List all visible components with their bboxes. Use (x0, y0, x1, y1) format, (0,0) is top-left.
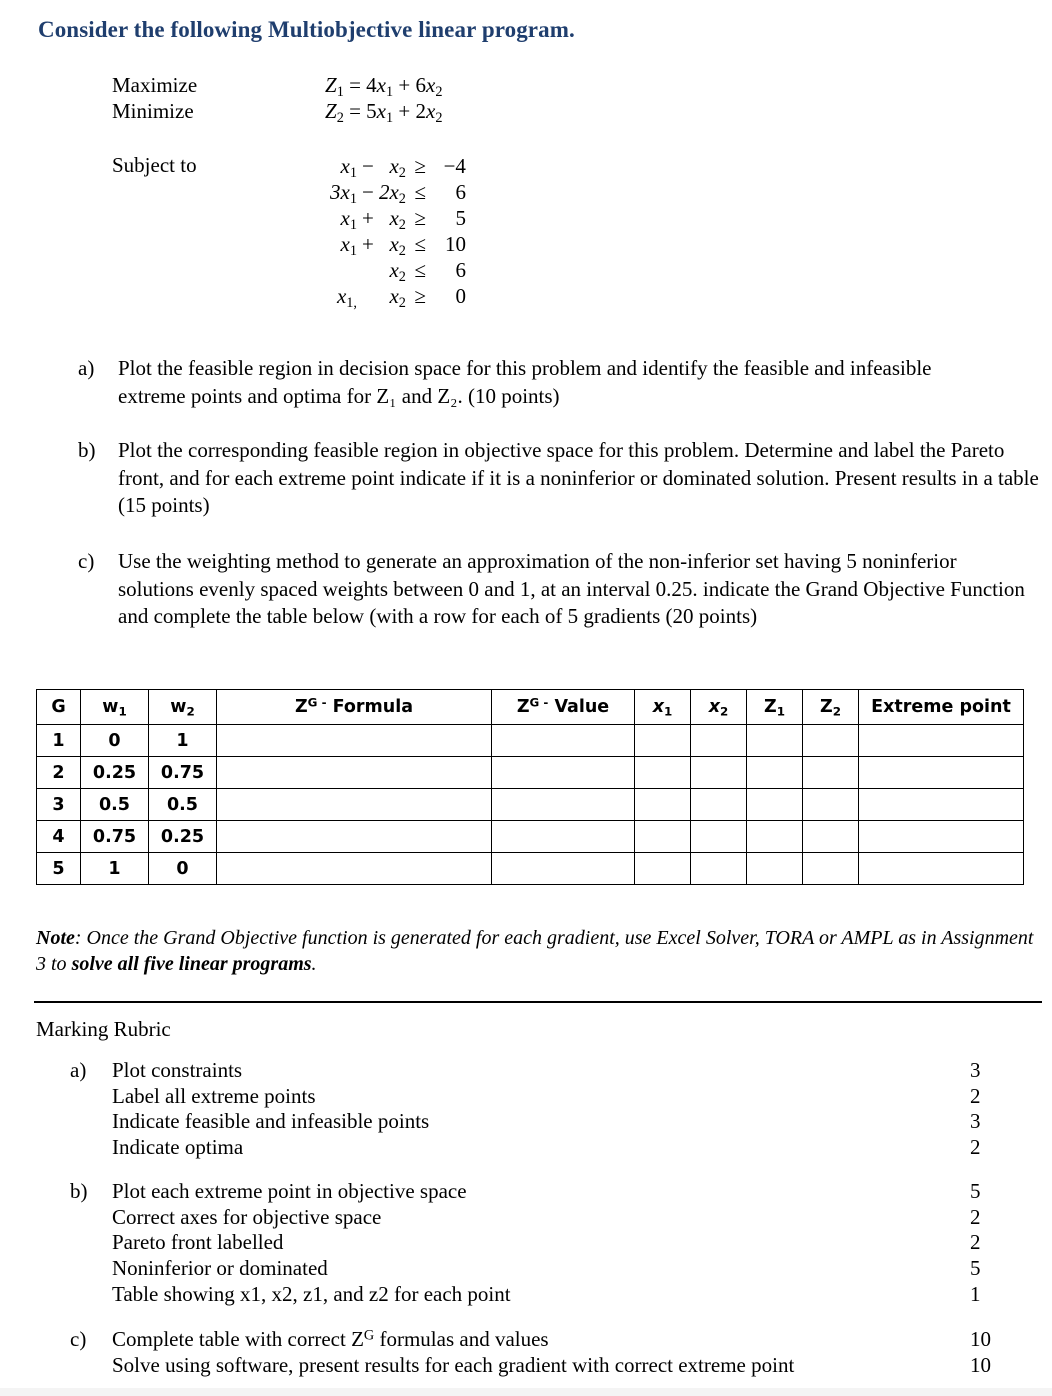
rubric-row (70, 1256, 1030, 1282)
cell-z2[interactable] (803, 821, 859, 853)
constraint-row: $x_1$ − $x_2$ ≥ −4 (340, 154, 466, 181)
rubric-row (70, 1230, 1030, 1256)
rubric-row (70, 1179, 1030, 1205)
col-header-zg-formula: $Z^{G -}$ Formula (217, 690, 492, 725)
note-lead: Note (36, 927, 75, 949)
page-bottom-edge (0, 1388, 1052, 1396)
rubric-row (70, 1084, 1030, 1110)
cell-zg-formula[interactable] (217, 757, 492, 789)
col-header-z2: $Z_2$ (803, 690, 859, 725)
cell-x2[interactable] (691, 789, 747, 821)
col-header-w1: $w_1$ (81, 690, 149, 725)
cell-w2: 0 (149, 853, 217, 885)
cell-extreme-point[interactable] (859, 789, 1024, 821)
note-body: : Once the Grand Objective function is generated for each gradient, use Excel Solver, TORA or AMPL as in Assignment 3 to (36, 927, 1034, 975)
subject-to-label: Subject to (112, 153, 197, 177)
cell-zg-formula[interactable] (217, 725, 492, 757)
cell-x1[interactable] (635, 821, 691, 853)
question-marker-c: c) (78, 549, 95, 573)
col-header-x1: $x_1$ (635, 690, 691, 725)
col-header-x2: $x_2$ (691, 690, 747, 725)
table-header-row (37, 690, 1024, 725)
rubric-label: Plot each extreme point in objective space (112, 1179, 467, 1203)
section-divider (34, 1001, 1042, 1003)
cell-x2[interactable] (691, 757, 747, 789)
rubric-group-a (70, 1058, 1030, 1161)
col-header-w2: $w_2$ (149, 690, 217, 725)
rubric-score: 5 (970, 1179, 981, 1203)
col-header-g: G (37, 690, 81, 725)
page-title: Consider the following Multiobjective linear program. (38, 17, 575, 42)
rubric-row (70, 1135, 1030, 1161)
rubric-label: Plot constraints (112, 1058, 243, 1082)
cell-zg-value[interactable] (492, 821, 635, 853)
constraints-block (330, 153, 466, 309)
cell-zg-value[interactable] (492, 725, 635, 757)
rubric-row (70, 1109, 1030, 1135)
gradient-table (36, 689, 1024, 885)
cell-x1[interactable] (635, 789, 691, 821)
col-header-z1: $Z_1$ (747, 690, 803, 725)
rubric-label: Indicate feasible and infeasible points (112, 1109, 430, 1134)
rubric-score: 5 (970, 1256, 981, 1281)
cell-extreme-point[interactable] (859, 853, 1024, 885)
rubric-label: Indicate optima (112, 1135, 244, 1160)
rubric-marker-c: c) (70, 1327, 87, 1351)
rubric-label: Complete table with correct $Z^G$ formulas and values (112, 1327, 549, 1351)
cell-w1: 0 (81, 725, 149, 757)
rubric-row (70, 1058, 1030, 1084)
rubric-marker-a: a) (70, 1058, 87, 1082)
col-header-zg-value: $Z^{G -}$ Value (492, 690, 635, 725)
objective-direction-minimize: Minimize (112, 99, 194, 123)
cell-z2[interactable] (803, 757, 859, 789)
cell-z1[interactable] (747, 789, 803, 821)
cell-x1[interactable] (635, 725, 691, 757)
question-text-c: Use the weighting method to generate an approximation of the non-inferior set having 5 noninferior solutions evenly spaced weights between 0 and 1, at an interval 0.25. indicate the Grand Objective Function and complete the table below (with a row for each of 5 gradients (20 points) (118, 549, 1025, 628)
question-item-b (78, 437, 1043, 520)
cell-w2: 0.25 (149, 821, 217, 853)
cell-w1: 0.25 (81, 757, 149, 789)
table-row (37, 789, 1024, 821)
cell-w2: 0.75 (149, 757, 217, 789)
cell-zg-formula[interactable] (217, 853, 492, 885)
cell-g: 4 (37, 821, 81, 853)
cell-z2[interactable] (803, 725, 859, 757)
rubric-score: 10 (970, 1327, 991, 1351)
rubric-label: Noninferior or dominated (112, 1256, 328, 1281)
cell-x2[interactable] (691, 821, 747, 853)
table-row (37, 725, 1024, 757)
cell-z1[interactable] (747, 853, 803, 885)
rubric-score: 3 (970, 1109, 981, 1134)
rubric-row (70, 1205, 1030, 1231)
table-row (37, 821, 1024, 853)
cell-zg-value[interactable] (492, 757, 635, 789)
cell-zg-value[interactable] (492, 789, 635, 821)
rubric-group-c (70, 1327, 1030, 1378)
cell-z1[interactable] (747, 821, 803, 853)
cell-x1[interactable] (635, 757, 691, 789)
cell-g: 2 (37, 757, 81, 789)
table-row (37, 853, 1024, 885)
rubric-marker-b: b) (70, 1179, 88, 1203)
cell-extreme-point[interactable] (859, 757, 1024, 789)
note-end: . (311, 953, 317, 975)
cell-x2[interactable] (691, 725, 747, 757)
rubric-score: 2 (970, 1083, 981, 1108)
rubric-score: 10 (970, 1352, 991, 1377)
objective-row-maximize (112, 72, 442, 98)
constraint-row: $x_2$ ≤ 6 (389, 258, 466, 285)
rubric-group-b (70, 1179, 1030, 1308)
cell-x1[interactable] (635, 853, 691, 885)
question-item-a (78, 355, 983, 410)
constraint-row: $x_1$ + $x_2$ ≥ 5 (340, 206, 466, 233)
cell-z1[interactable] (747, 757, 803, 789)
question-marker-a: a) (78, 356, 95, 380)
cell-w2: 1 (149, 725, 217, 757)
rubric-score: 2 (970, 1135, 981, 1160)
rubric-row (70, 1282, 1030, 1308)
note-bold-tail: solve all five linear programs (71, 953, 312, 975)
question-text-b: Plot the corresponding feasible region in objective space for this problem. Determine and label the Pareto front, and for each extreme point indicate if it is a noninferior or dominated solution. Present results in a table (15 points) (118, 438, 1039, 517)
objective-equation-z1: $Z_1 = 4x_1 + 6x_2$ (325, 73, 443, 100)
rubric-score: 3 (970, 1058, 981, 1082)
cell-g: 5 (37, 853, 81, 885)
cell-z1[interactable] (747, 725, 803, 757)
constraint-row: $x_1$ + $x_2$ ≤ 10 (340, 232, 466, 259)
cell-extreme-point[interactable] (859, 821, 1024, 853)
cell-w1: 0.75 (81, 821, 149, 853)
rubric-heading: Marking Rubric (36, 1017, 171, 1041)
rubric-label: Correct axes for objective space (112, 1204, 382, 1229)
question-marker-b: b) (78, 438, 96, 462)
constraint-row: $x_{1,}$ $x_2$ ≥ 0 (336, 284, 466, 311)
rubric-label: Table showing x1, x2, z1, and z2 for each point (112, 1281, 511, 1306)
question-text-a: Plot the feasible region in decision space for this problem and identify the feasible and infeasible extreme points and optima for Z₁ and Z₂. (10 points) (118, 356, 932, 408)
rubric-label: Label all extreme points (112, 1083, 316, 1108)
objective-direction-maximize: Maximize (112, 73, 198, 97)
rubric-row (70, 1327, 1030, 1353)
note-paragraph (36, 925, 1042, 977)
constraint-row: $3x_1$ − $2x_2$ ≤ 6 (330, 180, 466, 207)
cell-g: 1 (37, 725, 81, 757)
col-header-extreme-point: Extreme point (859, 690, 1024, 725)
rubric-score: 1 (970, 1281, 981, 1306)
rubric-row (70, 1353, 1030, 1379)
cell-w1: 0.5 (81, 789, 149, 821)
cell-zg-formula[interactable] (217, 821, 492, 853)
rubric-label: Solve using software, present results for each gradient with correct extreme point (112, 1352, 795, 1377)
cell-g: 3 (37, 789, 81, 821)
objective-equation-z2: $Z_2 = 5x_1 + 2x_2$ (325, 99, 443, 126)
cell-zg-value[interactable] (492, 853, 635, 885)
cell-z2[interactable] (803, 789, 859, 821)
cell-zg-formula[interactable] (217, 789, 492, 821)
rubric-label: Pareto front labelled (112, 1230, 284, 1255)
rubric-score: 2 (970, 1204, 981, 1229)
cell-x2[interactable] (691, 853, 747, 885)
cell-w2: 0.5 (149, 789, 217, 821)
cell-w1: 1 (81, 853, 149, 885)
question-item-c (78, 548, 1033, 631)
cell-extreme-point[interactable] (859, 725, 1024, 757)
objective-row-minimize (112, 98, 442, 124)
objective-functions-block (112, 72, 442, 124)
rubric-score: 2 (970, 1230, 981, 1255)
cell-z2[interactable] (803, 853, 859, 885)
table-row (37, 757, 1024, 789)
